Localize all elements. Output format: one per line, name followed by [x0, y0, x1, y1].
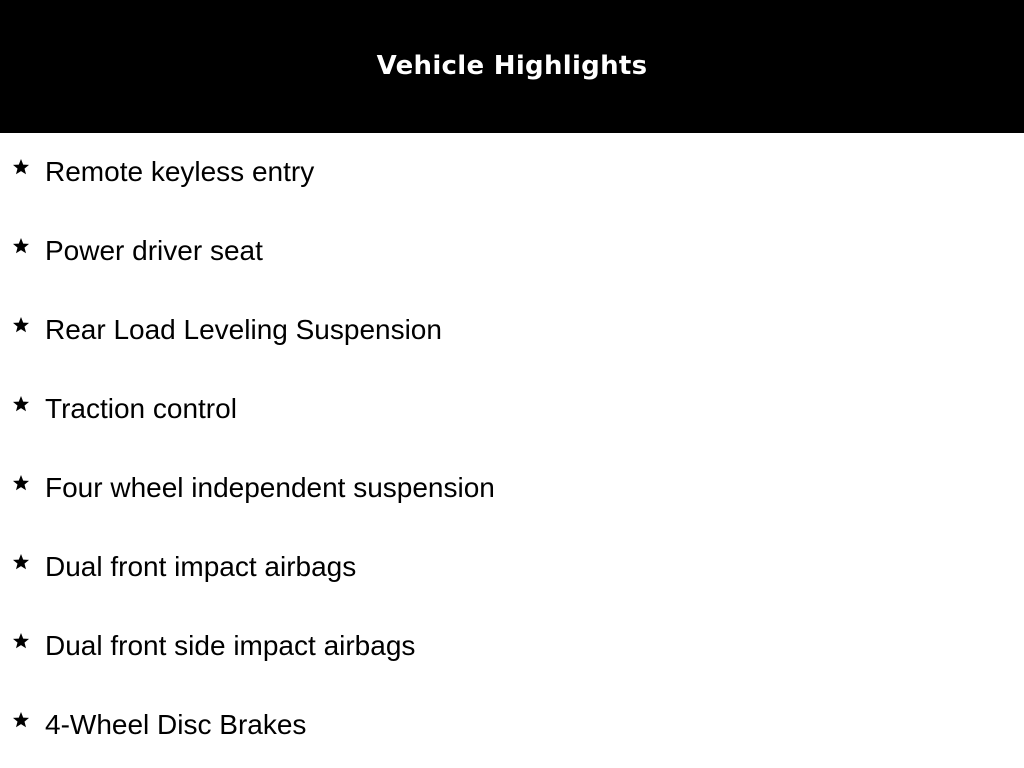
star-icon: [11, 473, 31, 493]
header-banner: [0, 0, 1024, 133]
highlight-label: Dual front side impact airbags: [45, 630, 416, 661]
highlights-list: [0, 133, 1024, 765]
star-icon: [11, 631, 31, 651]
highlight-label: Remote keyless entry: [45, 156, 315, 187]
highlight-label: 4-Wheel Disc Brakes: [45, 709, 307, 740]
star-icon: [11, 236, 31, 256]
list-item: [0, 528, 1024, 607]
list-item: [0, 291, 1024, 370]
highlight-label: Four wheel independent suspension: [45, 472, 495, 503]
highlight-label: Rear Load Leveling Suspension: [45, 314, 442, 345]
highlight-label: Dual front impact airbags: [45, 551, 357, 582]
star-icon: [11, 315, 31, 335]
list-item: [0, 607, 1024, 686]
star-icon: [11, 710, 31, 730]
highlight-label: Power driver seat: [45, 235, 263, 266]
star-icon: [11, 394, 31, 414]
highlight-label: Traction control: [45, 393, 237, 424]
list-item: [0, 212, 1024, 291]
list-item: [0, 370, 1024, 449]
star-icon: [11, 552, 31, 572]
list-item: [0, 133, 1024, 212]
list-item: [0, 686, 1024, 765]
star-icon: [11, 157, 31, 177]
page-title: Vehicle Highlights: [376, 51, 648, 81]
list-item: [0, 449, 1024, 528]
